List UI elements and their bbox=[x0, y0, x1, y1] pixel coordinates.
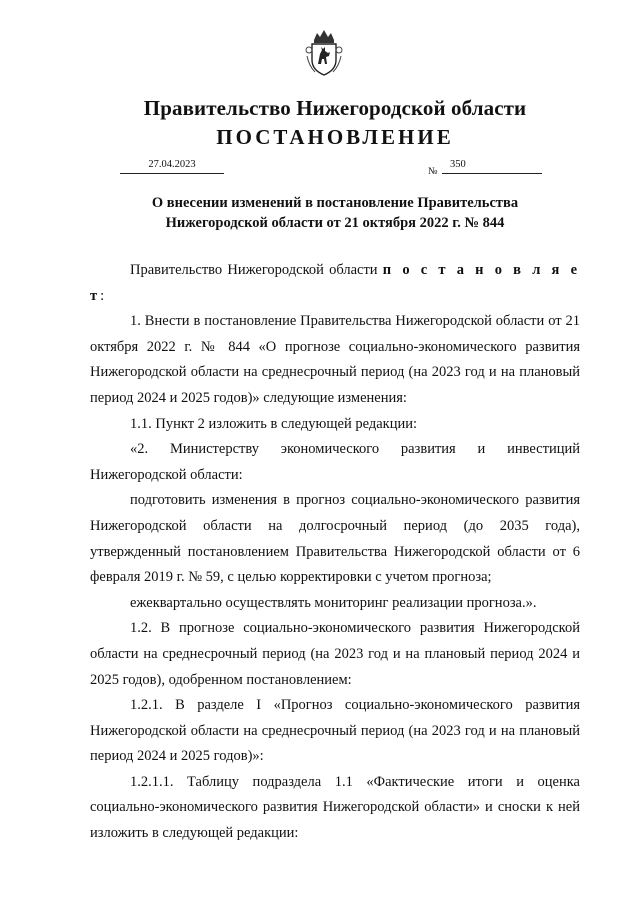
document-body bbox=[90, 258, 580, 847]
paragraph-quote-2: «2. Министерству экономического развития и инвестиций Нижегородской области: bbox=[90, 441, 580, 483]
paragraph-1-1: 1.1. Пункт 2 изложить в следующей редакции: bbox=[130, 415, 418, 432]
intro-prefix: Правительство Нижегородской области bbox=[130, 262, 383, 278]
paragraph-1-2-1: 1.2.1. В разделе I «Прогноз социально-экономического развития Нижегородской области на среднесрочный период (на 2023 год и на плановый период 2024 и 2025 годов)»: bbox=[90, 697, 580, 765]
decree-word: п о с т а н о в л я е т bbox=[90, 262, 581, 304]
intro-paragraph bbox=[90, 258, 580, 309]
paragraph-prepare: подготовить изменения в прогноз социально-экономического развития Нижегородской области на долгосрочный период (до 2035 года), утвержденный постановлением Правительства Нижегородской области от 6 февраля 2019 г. № 59, с целью корректировки с учетом прогноза; bbox=[90, 492, 580, 586]
paragraph-1-2: 1.2. В прогнозе социально-экономического развития Нижегородской области на среднесрочный период (на 2023 год и на плановый период 2024 и 2025 годов), одобренном постановлением: bbox=[90, 620, 580, 688]
paragraph-monitoring: ежеквартально осуществлять мониторинг реализации прогноза.». bbox=[130, 594, 537, 611]
subject-line-2: Нижегородской области от 21 октября 2022 г. № 844 bbox=[165, 215, 505, 231]
document-number-field bbox=[442, 158, 542, 174]
coat-of-arms-icon bbox=[304, 28, 344, 78]
government-title: Правительство Нижегородской области bbox=[143, 96, 527, 120]
document-subject bbox=[90, 193, 580, 233]
paragraph-1: 1. Внести в постановление Правительства Нижегородской области от 21 октября 2022 г. № 844 «О прогнозе социально-экономического развития Нижегородской области на среднесрочный период (на 2023 год и на плановый период 2024 и 2025 годов)» следующие изменения: bbox=[90, 313, 580, 406]
paragraph-1-2-1-1: 1.2.1.1. Таблицу подраздела 1.1 «Фактические итоги и оценка социально-экономического развития Нижегородской области» и сноски к ней изложить в следующей редакции: bbox=[90, 773, 580, 842]
number-sign: № bbox=[428, 166, 438, 177]
document-date: 27.04.2023 bbox=[120, 158, 224, 174]
intro-suffix: : bbox=[100, 287, 105, 304]
document-type: ПОСТАНОВЛЕНИЕ bbox=[216, 125, 454, 149]
subject-line-1: О внесении изменений в постановление Правительства bbox=[151, 195, 519, 211]
document-number: 350 bbox=[450, 159, 466, 170]
